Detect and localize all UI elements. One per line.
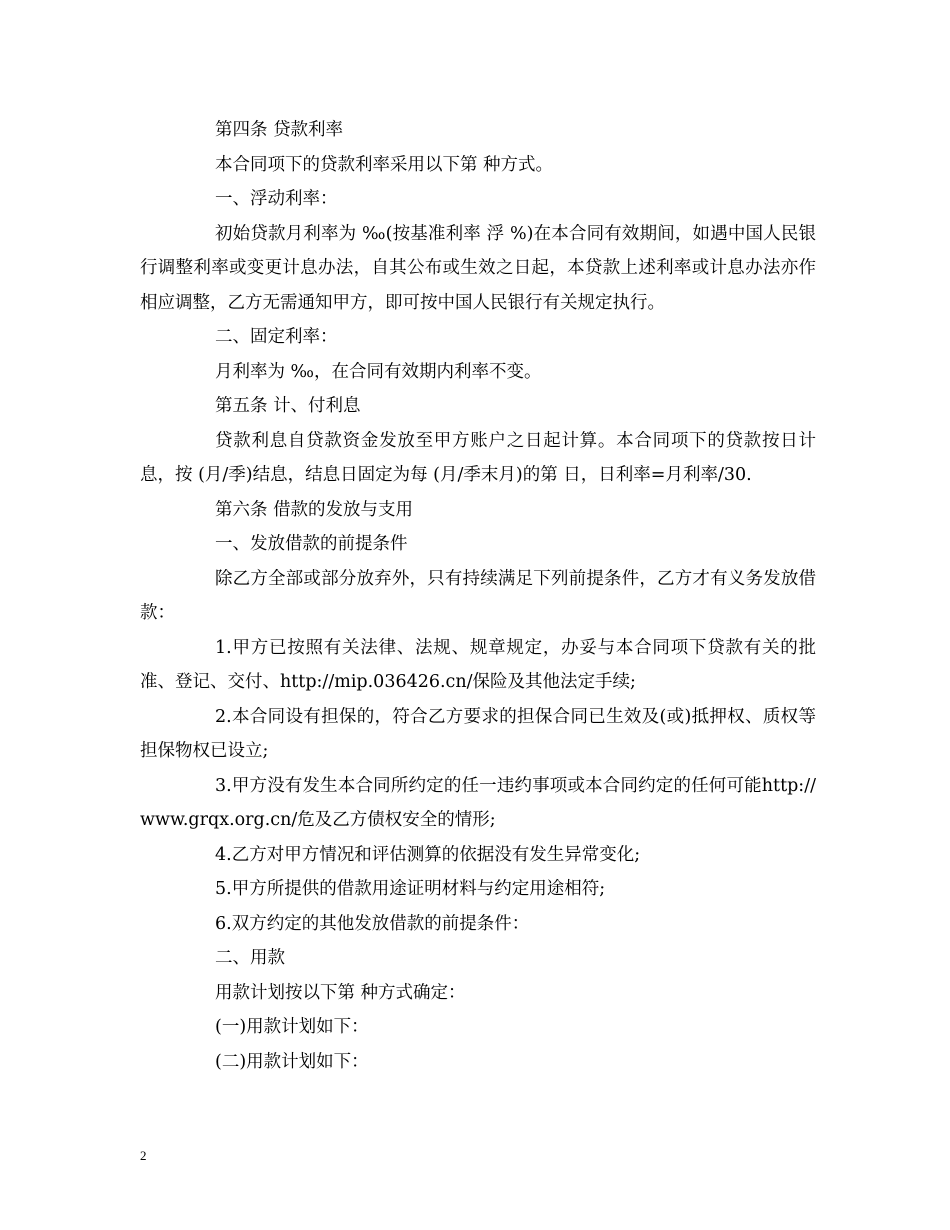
fixed-rate-heading: 二、固定利率： — [215, 327, 338, 347]
article-4-heading: 第四条 贷款利率 — [215, 120, 344, 140]
floating-rate-heading: 一、浮动利率： — [215, 189, 338, 209]
list-item-3: 3.甲方没有发生本合同所约定的任一违约事项或本合同约定的任何可能http://www.grqx.org.cn/危及乙方债权安全的情形; — [140, 775, 816, 830]
list-item-5: 5.甲方所提供的借款用途证明材料与约定用途相符; — [215, 879, 606, 899]
list-item-2: 2.本合同设有担保的，符合乙方要求的担保合同已生效及(或)抵押权、质权等担保物权已设立; — [140, 706, 816, 761]
list-item-4: 4.乙方对甲方情况和评估测算的依据没有发生异常变化; — [215, 844, 641, 865]
list-item-6: 6.双方约定的其他发放借款的前提条件： — [215, 913, 530, 934]
article-5-heading: 第五条 计、付利息 — [215, 396, 361, 416]
paragraph-interest-calculation: 贷款利息自贷款资金发放至甲方账户之日起计算。本合同项下的贷款按日计息，按 (月/季)结息，结息日固定为每 (月/季末月)的第 日，日利率=月利率/30. — [140, 430, 816, 485]
page-number: 2 — [140, 1148, 147, 1163]
paragraph-interest-method: 本合同项下的贷款利率采用以下第 种方式。 — [215, 154, 554, 175]
document-body — [140, 113, 816, 1079]
list-item-1: 1.甲方已按照有关法律、法规、规章规定，办妥与本合同项下贷款有关的批准、登记、交付、http://mip.036426.cn/保险及其他法定手续; — [140, 637, 816, 692]
usage-plan-option-2: (二)用款计划如下： — [215, 1051, 369, 1072]
paragraph-floating-rate: 初始贷款月利率为 ‰(按基准利率 浮 %)在本合同有效期间，如遇中国人民银行调整利率或变更计息办法，自其公布或生效之日起，本贷款上述利率或计息办法亦作相应调整，乙方无需通知甲方，即可按中国人民银行有关规定执行。 — [140, 223, 816, 313]
paragraph-preconditions-intro: 除乙方全部或部分放弃外，只有持续满足下列前提条件，乙方才有义务发放借款： — [140, 568, 816, 623]
article-6-heading: 第六条 借款的发放与支用 — [215, 499, 414, 520]
preconditions-heading: 一、发放借款的前提条件 — [215, 534, 408, 554]
paragraph-fixed-rate: 月利率为 ‰，在合同有效期内利率不变。 — [215, 361, 542, 382]
paragraph-usage-plan: 用款计划按以下第 种方式确定： — [215, 982, 466, 1003]
usage-heading: 二、用款 — [215, 948, 285, 968]
usage-plan-option-1: (一)用款计划如下： — [215, 1017, 369, 1037]
